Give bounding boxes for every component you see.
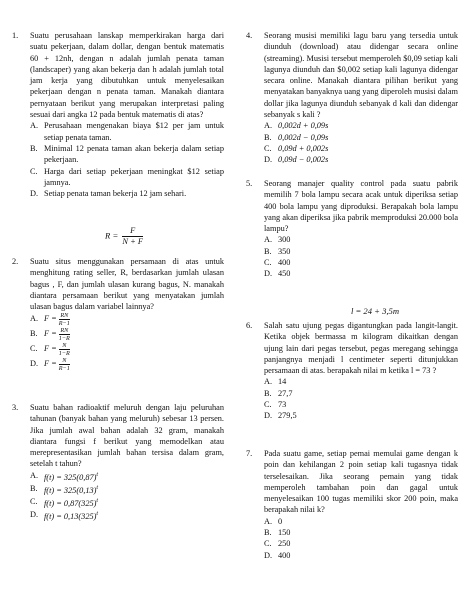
option-d[interactable]: D. 400 [264,550,291,560]
option-a[interactable]: A. F = $\frac{RN}{R-1}$ [30,312,70,328]
options-list [30,470,224,522]
fraction: $\frac{F}{N + F}$ [122,226,143,246]
option-c[interactable]: C. 400 [264,258,291,268]
option-a[interactable]: A. $f(t) = 325(0,87)^t$ [30,470,99,482]
option-a[interactable]: A. Perusahaan mengenakan biaya $12 per jam untuk setiap penata taman. [30,121,224,142]
question-stem: Suatu bahan radioaktif meluruh dengan laju peluruhan tahunan (banyak bahan yang meluruh) sebesar 13 persen. Jika jumlah awal bahan adalah 32 gram, manakah diantara fungsi f berikut yang memodelkan atau merepresentasikan jumlah bahan tersisa dalam gram, setelah t tahun? [30,403,224,469]
question-number: 4. [246,31,253,40]
option-b[interactable]: B. 150 [264,528,291,538]
option-b[interactable]: B. F = $\frac{RN}{1-R}$ [30,327,70,343]
option-c[interactable]: C. 250 [264,539,291,549]
question-stem: Salah satu ujung pegas digantungkan pada langit-langit. Ketika objek bermassa m kilogram dikaitkan dengan ujung lain dari pegas tersebut, pegas meregang sehingga panjangnya menjadi l centimeter seperti ditunjukkan persamaan di atas. berapakah nilai m ketika l = 73 ? [264,321,458,376]
option-a[interactable]: A. 300 [264,235,291,245]
option-c[interactable]: C. $f(t) = 0,87(325)^t$ [30,496,99,508]
option-d[interactable]: D. 450 [264,269,291,279]
option-b[interactable]: B. 0,002d − 0,09s [264,132,329,142]
options-list [264,516,458,561]
options-list [30,312,224,372]
option-d[interactable]: D. Setiap penata taman bekerja 12 jam sehari. [30,189,187,199]
formula-r: R = $\frac{F}{N + F}$ [105,226,143,246]
question-5 [246,178,458,280]
option-d[interactable]: D. 0,09d − 0,002s [264,155,329,165]
option-a[interactable]: A. 14 [264,377,287,387]
question-3 [12,402,224,522]
question-4 [246,30,458,166]
option-a[interactable]: A. 0 [264,516,283,526]
question-2 [12,256,224,372]
question-number: 7. [246,449,253,458]
question-6 [246,320,458,422]
question-number: 3. [12,403,19,412]
options-list [30,120,224,199]
option-b[interactable]: B. Minimal 12 penata taman akan bekerja dalam setiap pekerjaan. [30,143,224,165]
question-number: 5. [246,179,253,188]
question-stem: Seorang manajer quality control pada suatu pabrik memilih 7 bola lampu secara acak untuk diperiksa setiap 400 bola lampu yang diproduksi. Berapakah bola lampu yang akan diperiksa jika pabrik memproduksi 20.000 bola lampu? [264,179,458,234]
option-d[interactable]: D. $f(t) = 0,13(325)^t$ [30,509,99,521]
option-a[interactable]: A. 0,002d + 0,09s [264,121,329,131]
question-number: 1. [12,31,19,40]
options-list [264,120,458,165]
question-7 [246,448,458,561]
question-stem: Seorang musisi memiliki lagu baru yang tersedia untuk diunduh (download) atau didengar secara online (streaming). Musisi tersebut memperoleh $0,09 setiap kali lagunya diunduh dan $0,002 setiap kali lagunya didengar secara online. Manakah diantara pilihan berikut yang menyatakan banyaknya uang yang diperoleh musisi dalam dollar jika lagunya diunduh sebanyak d kali dan didengar sebanyak s kali ? [264,31,458,120]
option-c[interactable]: C. 0,09d + 0,002s [264,143,329,153]
option-c[interactable]: C. Harga dari setiap pekerjaan meningkat $12 setiap jamnya. [30,166,224,187]
option-d[interactable]: D. 279,5 [264,411,297,421]
option-b[interactable]: B. 350 [264,246,291,256]
options-list [264,376,458,421]
question-number: 6. [246,321,253,330]
option-c[interactable]: C. F = $\frac{N}{1-R}$ [30,342,70,358]
question-number: 2. [12,257,19,266]
option-b[interactable]: B. 27,7 [264,388,293,398]
option-b[interactable]: B. $f(t) = 325(0,13)^t$ [30,483,99,495]
options-list [264,234,458,279]
question-stem: Suatu situs menggunakan persamaan di atas untuk menghitung rating seller, R, berdasarkan jumlah ulasan bagus , F, dan jumlah ulasan kurang bagus, N. manakah diantara persamaan berikut yang menyatakan jumlah ulasan bagus dalam variabel lainnya? [30,257,224,312]
option-d[interactable]: D. F = $\frac{N}{R-1}$ [30,357,70,373]
formula-l: l = 24 + 3,5m [350,306,400,316]
question-stem: Suatu perusahaan lanskap memperkirakan harga dari suatu pekerjaan, dalam dollar, dengan bentuk matematis 60 + 12nh, dengan n adalah jumlah penata taman (landscaper) yang akan bekerja dan h adalah jumlah total jam kerja yang dibutuhkan untuk menyelesaikan pekerjaan dengan n penata taman. Manakah diantara pernyataan berikut yang merupakan interpretasi paling sesuai dari angka 12 pada bentuk matematis di atas? [30,31,224,120]
question-1 [12,30,224,199]
question-stem: Pada suatu game, setiap pemai memulai game dengan k poin dan kehilangan 2 poin setiap kali tugasnya tidak terselesaikan. Jika seorang pemain yang tidak memperoleh tambahan poin dan gagal untuk menyelesaikan 100 tugas memiliki skor 200 poin, maka berapakah nilai k? [264,449,458,515]
option-c[interactable]: C. 73 [264,400,287,410]
